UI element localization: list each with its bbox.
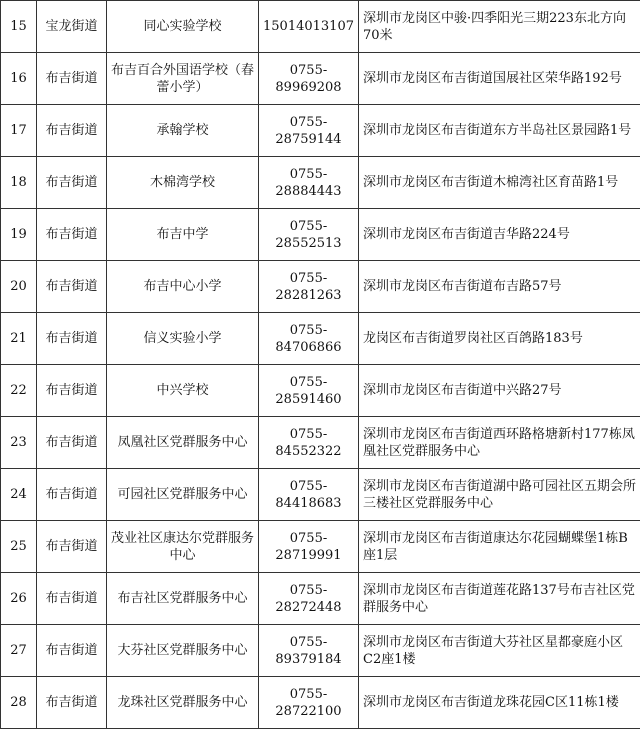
phone-cell: 0755-28552513 [259, 209, 359, 261]
address-cell: 深圳市龙岗区布吉街道中兴路27号 [359, 365, 640, 417]
row-number: 26 [1, 573, 37, 625]
row-number: 17 [1, 105, 37, 157]
address-cell: 深圳市龙岗区中骏·四季阳光三期223东北方向70米 [359, 1, 640, 53]
address-cell: 深圳市龙岗区布吉街道康达尔花园蝴蝶堡1栋B座1层 [359, 521, 640, 573]
site-name-cell: 木棉湾学校 [107, 157, 259, 209]
site-name-cell: 龙珠社区党群服务中心 [107, 677, 259, 729]
street-cell: 布吉街道 [37, 625, 107, 677]
address-cell: 深圳市龙岗区布吉街道国展社区荣华路192号 [359, 53, 640, 105]
site-name-cell: 中兴学校 [107, 365, 259, 417]
phone-cell: 0755-28759144 [259, 105, 359, 157]
row-number: 22 [1, 365, 37, 417]
table-row [1, 261, 640, 313]
phone-cell: 0755-28884443 [259, 157, 359, 209]
site-name-cell: 布吉社区党群服务中心 [107, 573, 259, 625]
phone-cell: 0755-89969208 [259, 53, 359, 105]
table-row [1, 209, 640, 261]
table-row [1, 469, 640, 521]
street-cell: 布吉街道 [37, 469, 107, 521]
table-row [1, 573, 640, 625]
row-number: 24 [1, 469, 37, 521]
row-number: 15 [1, 1, 37, 53]
row-number: 19 [1, 209, 37, 261]
street-cell: 布吉街道 [37, 209, 107, 261]
street-cell: 宝龙街道 [37, 1, 107, 53]
phone-cell: 0755-28719991 [259, 521, 359, 573]
row-number: 25 [1, 521, 37, 573]
site-name-cell: 承翰学校 [107, 105, 259, 157]
address-cell: 深圳市龙岗区布吉街道西环路格塘新村177栋凤凰社区党群服务中心 [359, 417, 640, 469]
street-cell: 布吉街道 [37, 677, 107, 729]
site-name-cell: 大芬社区党群服务中心 [107, 625, 259, 677]
site-name-cell: 布吉中心小学 [107, 261, 259, 313]
address-cell: 深圳市龙岗区布吉街道湖中路可园社区五期会所三楼社区党群服务中心 [359, 469, 640, 521]
site-name-cell: 布吉中学 [107, 209, 259, 261]
site-name-cell: 茂业社区康达尔党群服务中心 [107, 521, 259, 573]
street-cell: 布吉街道 [37, 53, 107, 105]
phone-cell: 0755-89379184 [259, 625, 359, 677]
phone-cell: 0755-84552322 [259, 417, 359, 469]
street-cell: 布吉街道 [37, 105, 107, 157]
phone-cell: 15014013107 [259, 1, 359, 53]
row-number: 23 [1, 417, 37, 469]
row-number: 28 [1, 677, 37, 729]
address-cell: 深圳市龙岗区布吉街道吉华路224号 [359, 209, 640, 261]
table-row [1, 53, 640, 105]
address-cell: 深圳市龙岗区布吉街道莲花路137号布吉社区党群服务中心 [359, 573, 640, 625]
row-number: 16 [1, 53, 37, 105]
address-cell: 深圳市龙岗区布吉街道龙珠花园C区11栋1楼 [359, 677, 640, 729]
table-row [1, 157, 640, 209]
address-cell: 深圳市龙岗区布吉街道东方半岛社区景园路1号 [359, 105, 640, 157]
site-name-cell: 同心实验学校 [107, 1, 259, 53]
site-name-cell: 信义实验小学 [107, 313, 259, 365]
street-cell: 布吉街道 [37, 157, 107, 209]
table-row [1, 677, 640, 729]
row-number: 21 [1, 313, 37, 365]
address-cell: 深圳市龙岗区布吉街道布吉路57号 [359, 261, 640, 313]
row-number: 20 [1, 261, 37, 313]
phone-cell: 0755-28272448 [259, 573, 359, 625]
table-row [1, 313, 640, 365]
row-number: 27 [1, 625, 37, 677]
site-name-cell: 可园社区党群服务中心 [107, 469, 259, 521]
phone-cell: 0755-28281263 [259, 261, 359, 313]
street-cell: 布吉街道 [37, 417, 107, 469]
address-cell: 深圳市龙岗区布吉街道木棉湾社区育苗路1号 [359, 157, 640, 209]
table-row [1, 417, 640, 469]
table-row [1, 625, 640, 677]
table-row [1, 365, 640, 417]
street-cell: 布吉街道 [37, 521, 107, 573]
street-cell: 布吉街道 [37, 261, 107, 313]
street-cell: 布吉街道 [37, 573, 107, 625]
phone-cell: 0755-84418683 [259, 469, 359, 521]
site-name-cell: 布吉百合外国语学校（春蕾小学） [107, 53, 259, 105]
street-cell: 布吉街道 [37, 313, 107, 365]
table-row [1, 1, 640, 53]
row-number: 18 [1, 157, 37, 209]
street-cell: 布吉街道 [37, 365, 107, 417]
phone-cell: 0755-28722100 [259, 677, 359, 729]
table-row [1, 521, 640, 573]
address-cell: 龙岗区布吉街道罗岗社区百鸽路183号 [359, 313, 640, 365]
address-cell: 深圳市龙岗区布吉街道大芬社区星都豪庭小区C2座1楼 [359, 625, 640, 677]
site-name-cell: 凤凰社区党群服务中心 [107, 417, 259, 469]
phone-cell: 0755-28591460 [259, 365, 359, 417]
phone-cell: 0755-84706866 [259, 313, 359, 365]
table-row [1, 105, 640, 157]
